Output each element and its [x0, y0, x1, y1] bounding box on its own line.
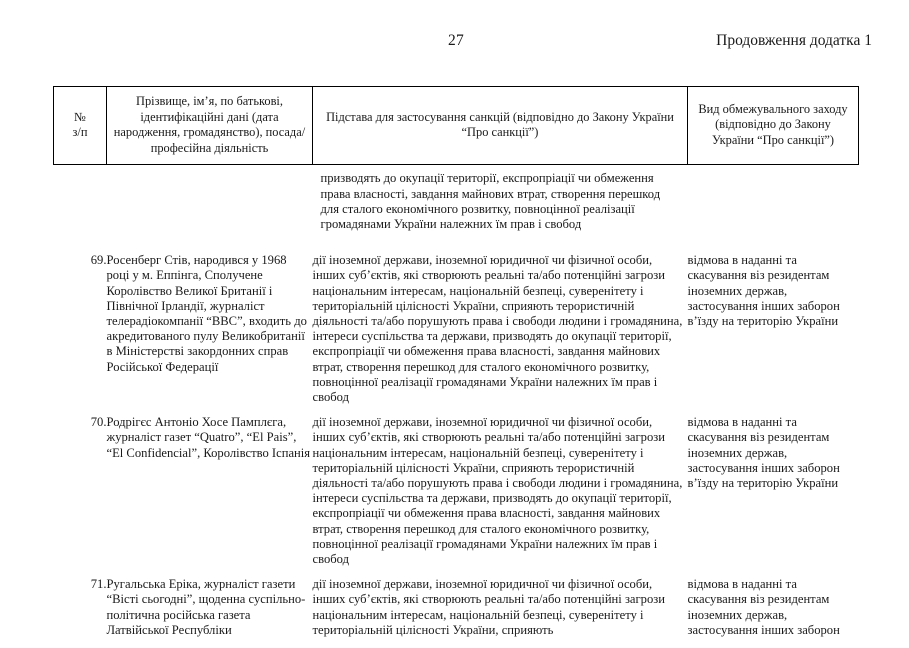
- row-spacer-cell: [688, 405, 859, 415]
- row-spacer-cell: [313, 567, 688, 577]
- table-row: [54, 577, 859, 638]
- column-header-basis: Підстава для застосування санкцій (відповідно до Закону України “Про санкції”): [313, 87, 688, 165]
- table-row: [54, 253, 859, 405]
- table-header-row: [54, 87, 859, 165]
- table-body: [54, 165, 859, 638]
- continued-fragment-measure: [688, 165, 859, 232]
- row-spacer-cell: [313, 232, 688, 253]
- row-spacer-cell: [688, 567, 859, 577]
- row-spacer-cell: [54, 567, 107, 577]
- column-header-number-line2: з/п: [72, 125, 88, 140]
- row-number: 70.: [90, 415, 107, 430]
- row-spacer-cell: [107, 567, 313, 577]
- row-spacer: [54, 405, 859, 415]
- row-sanction-basis: дії іноземної держави, іноземної юридичної чи фізичної особи, інших субʼєктів, які створюють реальні та/або потенційні загрози національним інтересам, національній безпеці, суверенітету і територіальній цілісності України, сприяють: [312, 577, 665, 637]
- row-person-details: Росенберг Стів, народився у 1968 році у м. Еппінга, Сполучене Королівство Великої Британії і Північної Ірландії, журналіст телерадіокомпанії “BBC”, входить до акредитованого пулу Великобританії в Міністерстві закордонних справ Російської Федерації: [106, 253, 307, 374]
- row-restrictive-measure: відмова в наданні та скасування віз резидентам іноземних держав, застосування інших заборон: [687, 577, 840, 637]
- column-header-number: [54, 87, 107, 165]
- continued-fragment-person: [107, 165, 313, 232]
- row-person-details: Ругальська Еріка, журналіст газети “Вісті сьогодні”, щоденна суспільно-політична російська газета Латвійської Республіки: [106, 577, 306, 637]
- row-spacer: [54, 567, 859, 577]
- continued-fragment-row: [54, 165, 859, 232]
- column-header-number-line1: №: [74, 109, 86, 124]
- appendix-continuation-label: Продовження додатка 1: [716, 32, 872, 49]
- row-spacer-cell: [107, 405, 313, 415]
- row-spacer-cell: [313, 405, 688, 415]
- column-header-measure: Вид обмежувального заходу (відповідно до Закону України “Про санкції”): [688, 87, 859, 165]
- row-number: 69.: [90, 253, 107, 268]
- row-spacer-cell: [54, 405, 107, 415]
- row-spacer-cell: [688, 232, 859, 253]
- row-sanction-basis: дії іноземної держави, іноземної юридичної чи фізичної особи, інших субʼєктів, які створюють реальні та/або потенційні загрози національним інтересам, національній безпеці, суверенітету і територіальній цілісності України, сприяють терористичній діяльності та/або порушують права і свободи людини і громадянина, інтереси суспільства та держави, призводять до окупації території, експропріації чи обмеження права власності, завдання майнових втрат, створення перешкод для сталого економічного розвитку, повноцінної реалізації громадянами України належних їм прав і свобод: [312, 415, 683, 567]
- row-number: 71.: [90, 577, 107, 592]
- row-restrictive-measure: відмова в наданні та скасування віз резидентам іноземних держав, застосування інших заборон вʼїзду на територію України: [687, 253, 840, 328]
- row-spacer: [54, 232, 859, 253]
- row-restrictive-measure: відмова в наданні та скасування віз резидентам іноземних держав, застосування інших заборон вʼїзду на територію України: [687, 415, 840, 491]
- continued-fragment-basis: призводять до окупації території, експропріації чи обмеження права власності, завдання майнових втрат, створення перешкод для сталого економічного розвитку, повноцінної реалізації громадянами України належних їм прав і свобод: [320, 171, 661, 231]
- sanctions-table: [53, 86, 859, 638]
- table-row: [54, 415, 859, 567]
- page-number: 27: [448, 32, 464, 49]
- row-spacer-cell: [107, 232, 313, 253]
- table-header: [54, 87, 859, 165]
- row-sanction-basis: дії іноземної держави, іноземної юридичної чи фізичної особи, інших субʼєктів, які створюють реальні та/або потенційні загрози національним інтересам, національній безпеці, суверенітету і територіальній цілісності України, сприяють терористичній діяльності та/або порушують права і свободи людини і громадянина, інтереси суспільства та держави, призводять до окупації території, експропріації чи обмеження права власності, завдання майнових втрат, створення перешкод для сталого економічного розвитку, повноцінної реалізації громадянами України належних їм прав і свобод: [312, 253, 683, 405]
- continued-fragment-number: [54, 165, 107, 232]
- row-spacer-cell: [54, 232, 107, 253]
- column-header-person: Прізвище, імʼя, по батькові, ідентифікаційні дані (дата народження, громадянство), посада/професійна діяльність: [107, 87, 313, 165]
- running-head: [0, 30, 909, 52]
- row-person-details: Родрігєс Антоніо Хосе Памплєга, журналіст газет “Quatro”, “El Pais”, “El Confidencial”, Королівство Іспанія: [106, 415, 311, 460]
